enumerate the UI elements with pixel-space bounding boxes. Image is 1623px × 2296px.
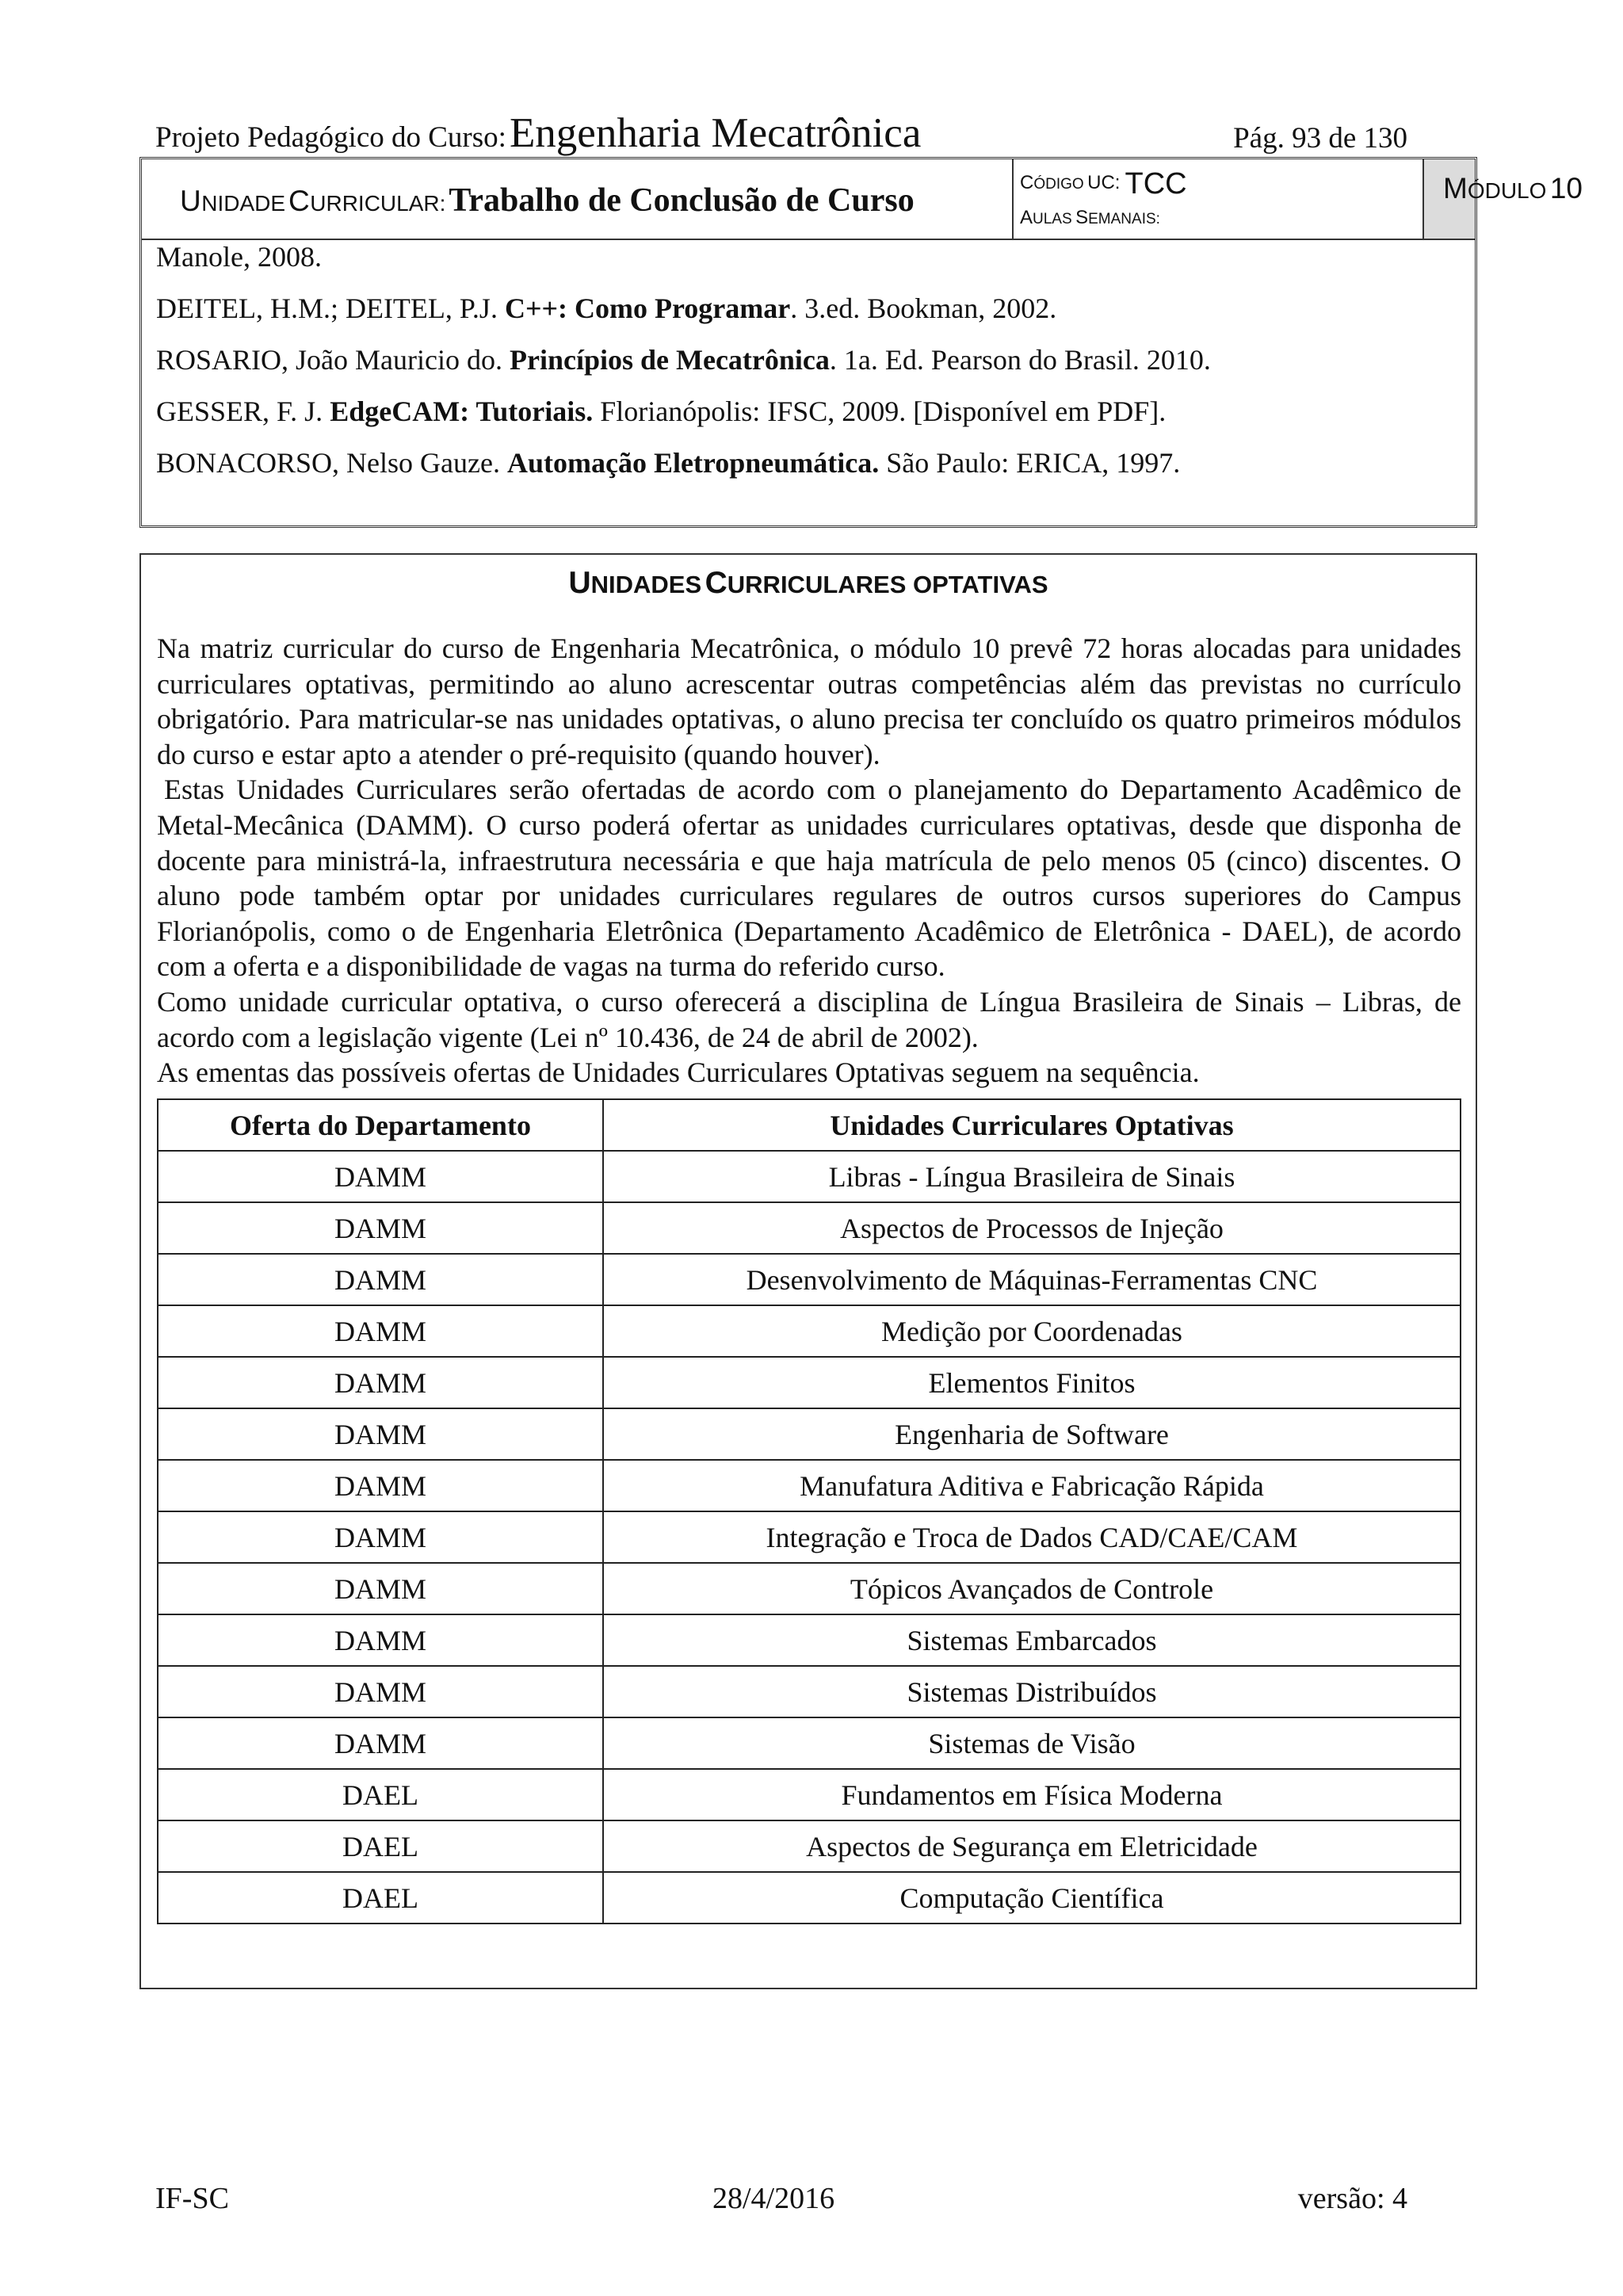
table-row	[158, 1769, 1461, 1820]
unit-cell: Integração e Troca de Dados CAD/CAE/CAM	[603, 1511, 1461, 1563]
unit-cell: Computação Científica	[603, 1872, 1461, 1924]
module-cell	[1424, 159, 1583, 239]
table-row	[158, 1614, 1461, 1666]
codigo-initial: C	[1020, 172, 1034, 193]
aulas-rest: ULAS	[1033, 211, 1072, 227]
section-intro	[157, 631, 1461, 1091]
page-header	[155, 94, 1407, 157]
unit-title-cell	[142, 159, 1014, 239]
optional-units-section	[139, 553, 1477, 1989]
unit-cell: Manufatura Aditiva e Fabricação Rápida	[603, 1460, 1461, 1511]
unit-cell: Aspectos de Segurança em Eletricidade	[603, 1820, 1461, 1872]
department-cell: DAMM	[158, 1614, 603, 1666]
unit-cell: Fundamentos em Física Moderna	[603, 1769, 1461, 1820]
unit-cell: Engenharia de Software	[603, 1408, 1461, 1460]
unit-title: Trabalho de Conclusão de Curso	[449, 182, 915, 219]
unit-cell: Aspectos de Processos de Injeção	[603, 1202, 1461, 1254]
module-number: 10	[1549, 172, 1583, 204]
unit-label-rest: NIDADE	[201, 191, 286, 216]
table-row	[158, 1511, 1461, 1563]
table-row	[158, 1460, 1461, 1511]
unit-code: TCC	[1125, 167, 1187, 201]
table-row	[158, 1563, 1461, 1614]
table-row	[158, 1408, 1461, 1460]
header-label: Projeto Pedagógico do Curso:	[155, 121, 506, 154]
unit-cell: Elementos Finitos	[603, 1357, 1461, 1408]
page-footer	[155, 2181, 1407, 2221]
modulo-rest: ÓDULO	[1467, 178, 1547, 203]
reference-line: Manole, 2008.	[156, 241, 322, 273]
table-row	[158, 1820, 1461, 1872]
unit-cell: Sistemas Embarcados	[603, 1614, 1461, 1666]
department-cell: DAMM	[158, 1511, 603, 1563]
unit-cell: Libras - Língua Brasileira de Sinais	[603, 1151, 1461, 1202]
reference-line: DEITEL, H.M.; DEITEL, P.J. C++: Como Programar. 3.ed. Bookman, 2002.	[156, 292, 1057, 324]
department-cell: DAEL	[158, 1872, 603, 1924]
unit-header-row	[142, 159, 1583, 240]
department-cell: DAMM	[158, 1563, 603, 1614]
department-cell: DAMM	[158, 1202, 603, 1254]
department-cell: DAMM	[158, 1254, 603, 1305]
course-name: Engenharia Mecatrônica	[509, 110, 922, 156]
section-title: UNIDADES CURRICULARES OPTATIVAS	[568, 566, 1048, 600]
column-header: Oferta do Departamento	[158, 1099, 603, 1151]
curricular-label-rest: URRICULAR:	[310, 191, 446, 216]
unit-cell: Medição por Coordenadas	[603, 1305, 1461, 1357]
table-row	[158, 1254, 1461, 1305]
table-row	[158, 1305, 1461, 1357]
reference-line: ROSARIO, João Mauricio do. Princípios de Mecatrônica. 1a. Ed. Pearson do Brasil. 2010.	[156, 344, 1211, 376]
unit-code-cell	[1014, 159, 1424, 239]
department-cell: DAMM	[158, 1460, 603, 1511]
unit-cell: Sistemas Distribuídos	[603, 1666, 1461, 1717]
codigo-uc: UC:	[1087, 172, 1121, 193]
department-cell: DAEL	[158, 1820, 603, 1872]
paragraph: Como unidade curricular optativa, o curso oferecerá a disciplina de Língua Brasileira de Sinais – Libras, de acordo com a legislação vigente (Lei nº 10.436, de 24 de abril de 2002).	[157, 985, 1461, 1053]
paragraph: As ementas das possíveis ofertas de Unidades Curriculares Optativas seguem na sequência.	[157, 1056, 1200, 1089]
department-cell: DAMM	[158, 1305, 603, 1357]
optional-units-table	[157, 1098, 1461, 1924]
page-number: Pág. 93 de 130	[1233, 122, 1407, 155]
department-cell: DAEL	[158, 1769, 603, 1820]
unit-cell: Sistemas de Visão	[603, 1717, 1461, 1769]
department-cell: DAMM	[158, 1408, 603, 1460]
table-header-row	[158, 1099, 1461, 1151]
unit-box	[139, 157, 1583, 528]
footer-date: 28/4/2016	[712, 2182, 835, 2215]
table-row	[158, 1151, 1461, 1202]
footer-version: versão: 4	[1297, 2182, 1407, 2215]
paragraph: Estas Unidades Curriculares serão ofertadas de acordo com o planejamento do Departamento Acadêmico de Metal-Mecânica (DAMM). O curso poderá ofertar as unidades curriculares optativas, desde que disponha de docente para ministrá-la, infraestrutura necessária e que haja matrícula de pelo menos 05 (cinco) discentes. O aluno pode também optar por unidades curriculares regulares de outros cursos superiores do Campus Florianópolis, como o de Engenharia Eletrônica (Departamento Acadêmico de Eletrônica - DAEL), de acordo com a oferta e a disponibilidade de vagas na turma do referido curso.	[157, 774, 1461, 983]
table-row	[158, 1872, 1461, 1924]
column-header: Unidades Curriculares Optativas	[603, 1099, 1461, 1151]
unit-label-initial: U	[180, 185, 202, 217]
table-row	[158, 1666, 1461, 1717]
department-cell: DAMM	[158, 1717, 603, 1769]
department-cell: DAMM	[158, 1666, 603, 1717]
footer-institution: IF-SC	[155, 2182, 229, 2215]
codigo-rest: ÓDIGO	[1033, 176, 1084, 193]
curricular-label-initial: C	[288, 185, 311, 217]
aulas-initial: A	[1020, 207, 1033, 228]
paragraph: Na matriz curricular do curso de Engenharia Mecatrônica, o módulo 10 prevê 72 horas alocadas para unidades curriculares optativas, permitindo ao aluno acrescentar outras competências além das previstas no currículo obrigatório. Para matricular-se nas unidades optativas, o aluno precisa ter concluído os quatro primeiros módulos do curso e estar apto a atender o pré-requisito (quando houver).	[157, 632, 1461, 770]
table-row	[158, 1717, 1461, 1769]
unit-cell: Desenvolvimento de Máquinas-Ferramentas CNC	[603, 1254, 1461, 1305]
header-title	[155, 109, 921, 157]
unit-cell: Tópicos Avançados de Controle	[603, 1563, 1461, 1614]
reference-line: GESSER, F. J. EdgeCAM: Tutoriais. Florianópolis: IFSC, 2009. [Disponível em PDF].	[156, 395, 1167, 427]
modulo-initial: M	[1443, 172, 1468, 204]
table-row	[158, 1202, 1461, 1254]
semanais-initial: S	[1075, 207, 1089, 228]
semanais-rest: EMANAIS:	[1088, 211, 1160, 227]
department-cell: DAMM	[158, 1151, 603, 1202]
department-cell: DAMM	[158, 1357, 603, 1408]
reference-line: BONACORSO, Nelso Gauze. Automação Eletropneumática. São Paulo: ERICA, 1997.	[156, 447, 1181, 479]
table-row	[158, 1357, 1461, 1408]
